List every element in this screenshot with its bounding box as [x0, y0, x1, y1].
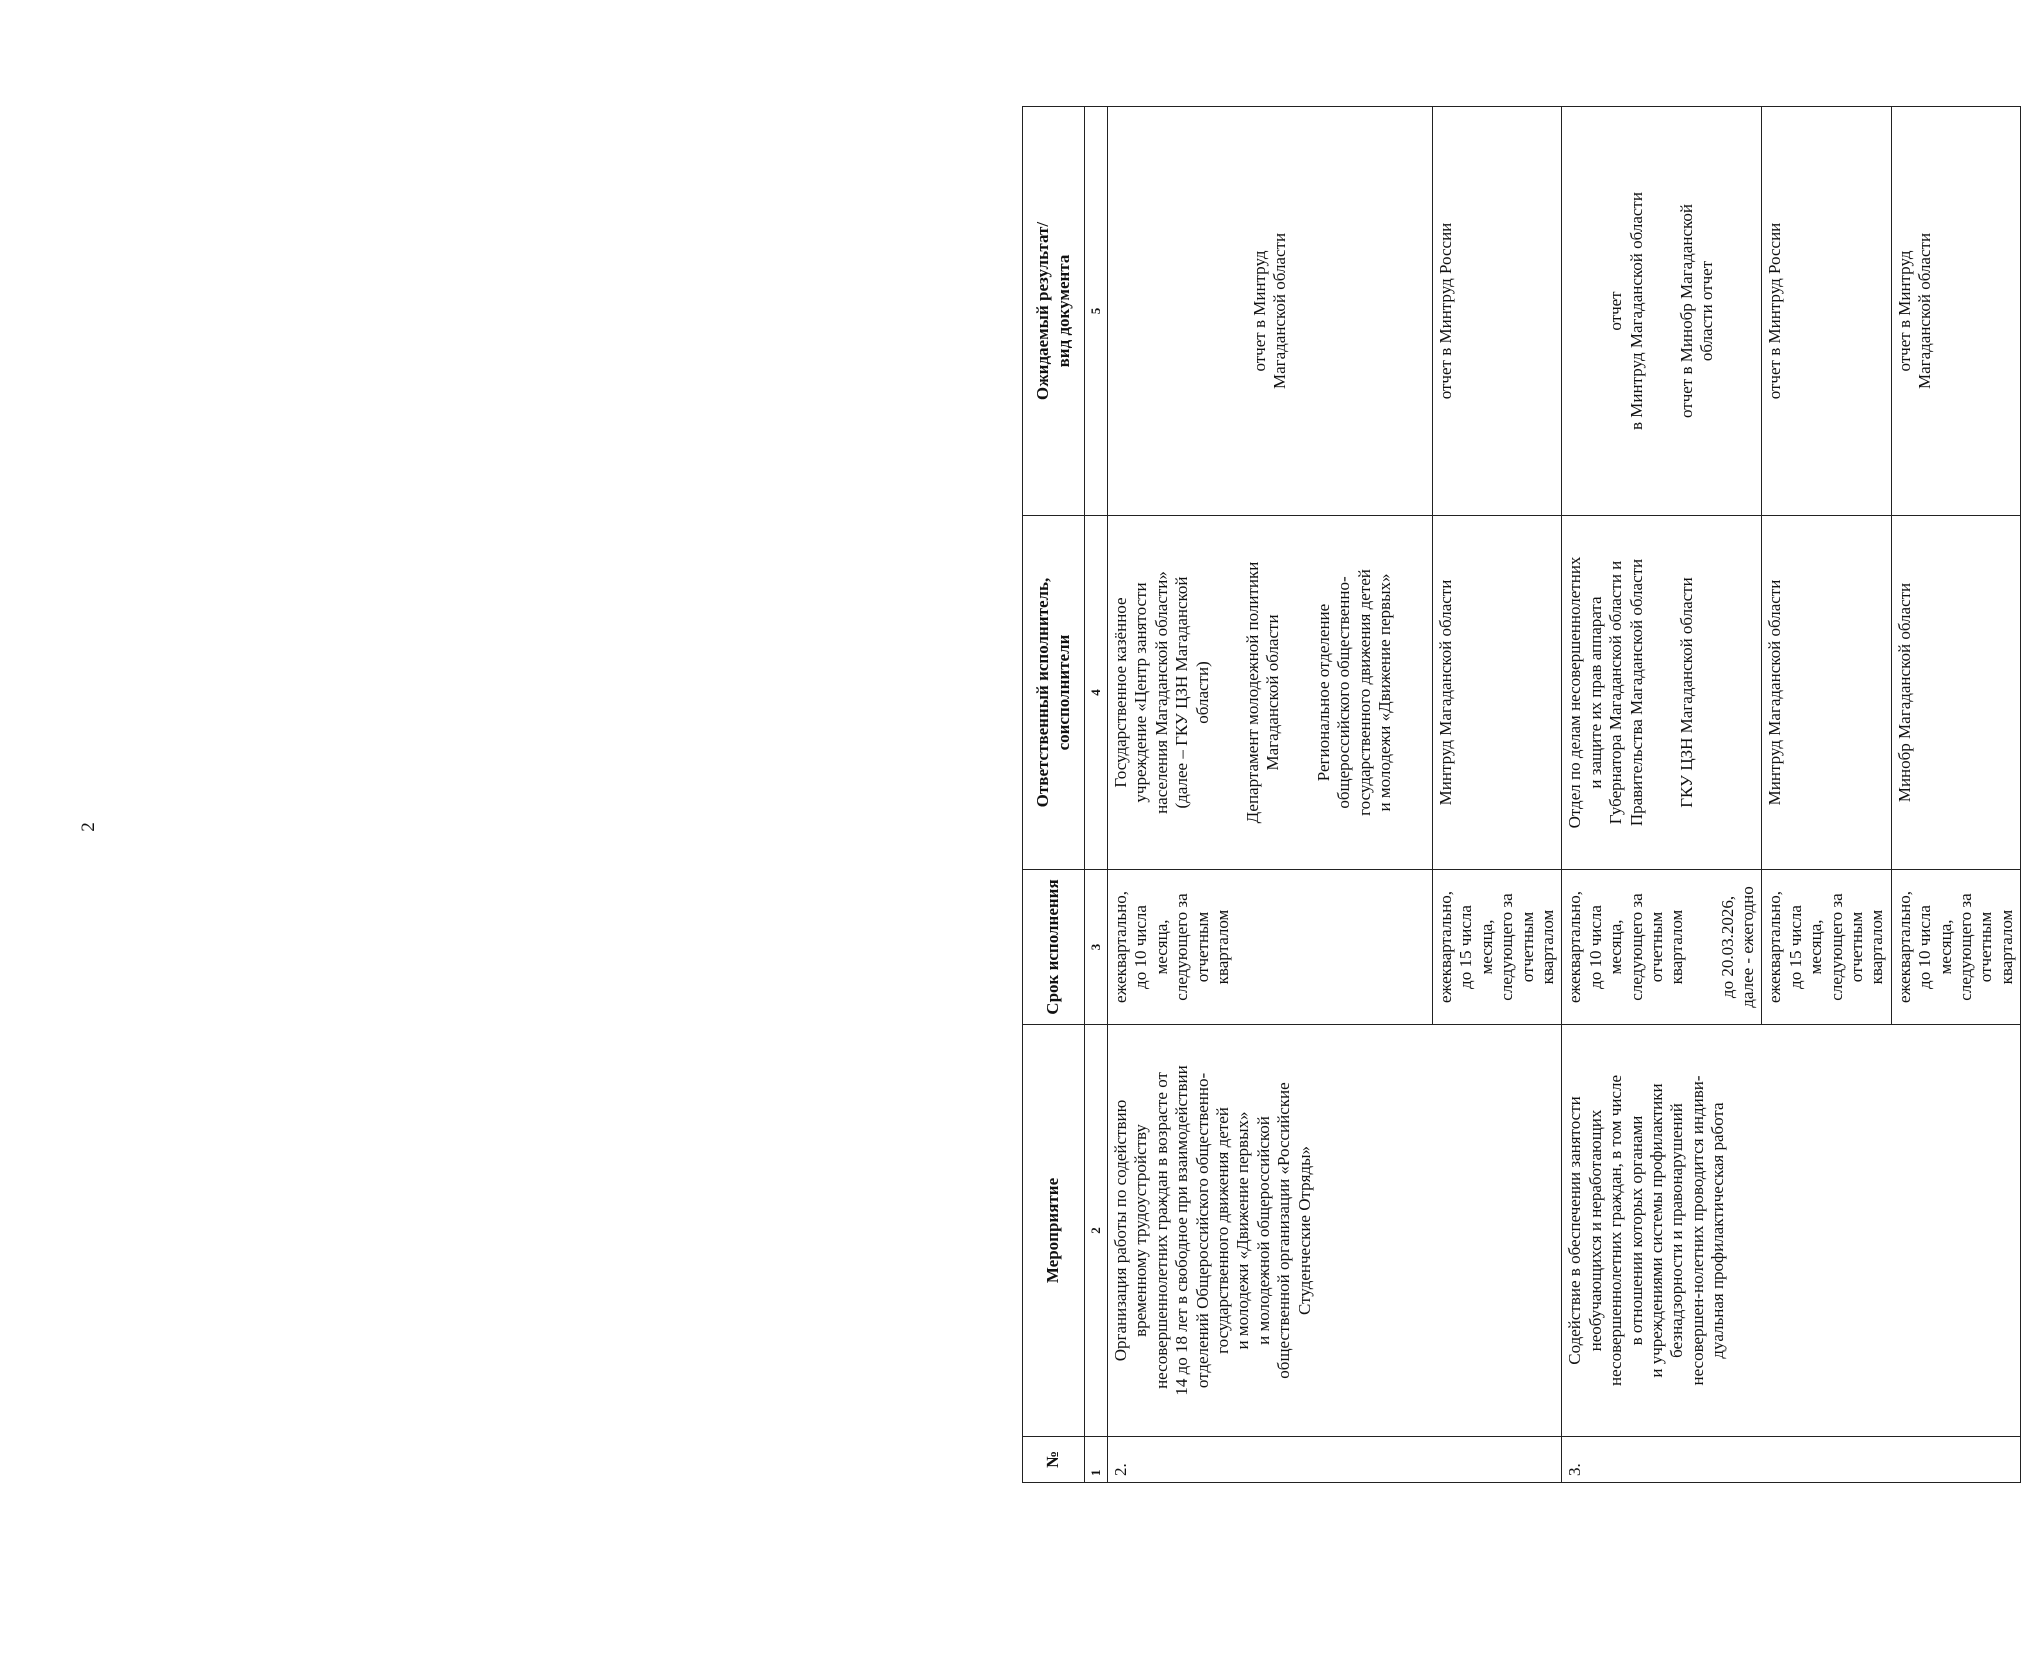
row-executor: Минобр Магаданской области [1891, 516, 2020, 870]
table-row [1562, 107, 1762, 1483]
row-number: 2. [1108, 1437, 1562, 1483]
header-deadline: Срок исполнения [1023, 870, 1085, 1025]
row-deadline: ежеквартально, до 10 числа месяца, следующего за отчетным кварталом [1891, 870, 2020, 1025]
deadline-text: ежеквартально, до 10 числа месяца, следующего за отчетным кварталом [1565, 891, 1687, 1003]
executor-text: ГКУ ЦЗН Магаданской области [1676, 577, 1696, 808]
header-event: Мероприятие [1023, 1025, 1085, 1437]
col-number-3: 3 [1085, 870, 1108, 1025]
result-text: отчет в Минтруд Магаданской области [1606, 192, 1646, 430]
executor-text: Департамент молодежной политики Магаданской области [1242, 561, 1283, 824]
row-executor [1562, 516, 1762, 870]
column-number-row [1085, 107, 1108, 1483]
executor-text: Отдел по делам несовершеннолетних и защите их прав аппарата Губернатора Магаданской области и Правительства Магаданской области [1565, 556, 1646, 829]
rotated-document [1022, 107, 2016, 1483]
table-row [1108, 107, 1433, 1483]
row-event: Организация работы по содействию временному трудоустройству несовершеннолетних граждан в возрасте от 14 до 18 лет в свободное при взаимодействии отделений Общероссийского общественно- государственного движения детей и молодежи «Движение первых» и молодежной общероссийской общественной организации «Российские Студенческие Отряды» [1108, 1025, 1562, 1437]
row-deadline: ежеквартально, до 15 числа месяца, следующего за отчетным кварталом [1433, 870, 1562, 1025]
header-row [1023, 107, 1085, 1483]
row-executor [1108, 516, 1433, 870]
header-no: № [1023, 1437, 1085, 1483]
executor-text: Региональное отделение общероссийского общественно- государственного движения детей и молодежи «Движение первых» [1313, 569, 1394, 816]
row-result: отчет в Минтруд Магаданской области [1891, 107, 2020, 516]
row-result: отчет в Минтруд Магаданской области [1108, 107, 1433, 516]
deadline-text: до 20.03.2026, далее - ежегодно [1717, 886, 1758, 1008]
plan-table [1022, 106, 2021, 1483]
row-executor: Минтруд Магаданской области [1433, 516, 1562, 870]
row-deadline: ежеквартально, до 10 числа месяца, следующего за отчетным кварталом [1108, 870, 1433, 1025]
col-number-4: 4 [1085, 516, 1108, 870]
row-event: Содействие в обеспечении занятости необучающихся и неработающих несовершеннолетних граждан, в том числе в отношении которых органами и учреждениями системы профилактики безнадзорности и правонарушений несовершен-нолетних проводится индиви- дуальная профилактическая работа [1562, 1025, 2021, 1437]
col-number-2: 2 [1085, 1025, 1108, 1437]
row-result: отчет в Минтруд России [1433, 107, 1562, 516]
header-executor: Ответственный исполнитель, соисполнители [1023, 516, 1085, 870]
row-result: отчет в Минтруд России [1762, 107, 1891, 516]
col-number-1: 1 [1085, 1437, 1108, 1483]
row-executor: Минтруд Магаданской области [1762, 516, 1891, 870]
row-deadline: ежеквартально, до 15 числа месяца, следующего за отчетным кварталом [1762, 870, 1891, 1025]
col-number-5: 5 [1085, 107, 1108, 516]
row-number: 3. [1562, 1437, 2021, 1483]
page-number: 2 [77, 822, 99, 832]
row-result [1562, 107, 1762, 516]
row-deadline [1562, 870, 1762, 1025]
executor-text: Государственное казённое учреждение «Центр занятости населения Магаданской области» (далее – ГКУ ЦЗН Магаданской области) [1111, 571, 1212, 814]
header-result: Ожидаемый результат/ вид документа [1023, 107, 1085, 516]
result-text: отчет в Минобр Магаданской области отчет [1676, 204, 1717, 418]
